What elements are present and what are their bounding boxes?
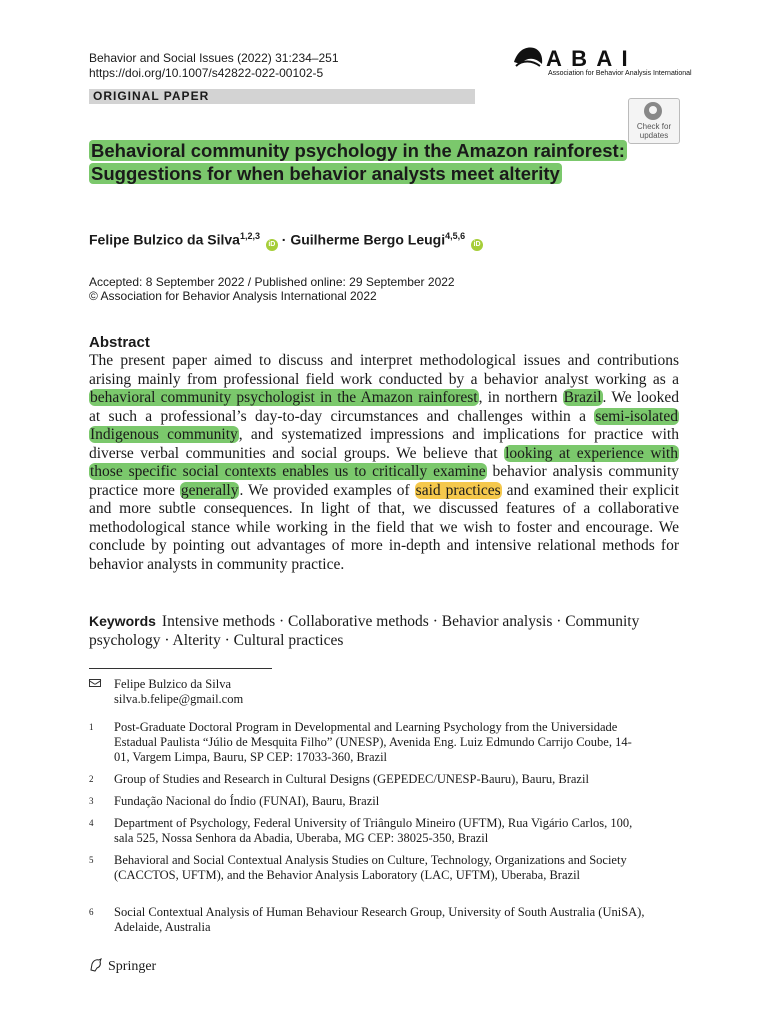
author-separator: · (281, 231, 287, 248)
section-label: ORIGINAL PAPER (89, 89, 475, 104)
affiliation-number: 6 (89, 907, 94, 917)
doi-link[interactable]: https://doi.org/10.1007/s42822-022-00102-5 (89, 66, 324, 80)
abai-logo-icon (512, 44, 544, 70)
abai-logo-subtitle: Association for Behavior Analysis International (548, 70, 692, 77)
footnote-divider (89, 668, 272, 669)
abstract-text-segment: , in northern (478, 389, 563, 406)
highlight-green: Brazil (563, 389, 602, 406)
keywords (89, 612, 679, 650)
affiliation-number: 5 (89, 855, 94, 865)
journal-citation (89, 51, 339, 81)
highlight-green: generally (180, 481, 239, 499)
abstract-text-segment: . We provided examples of (239, 481, 415, 499)
abstract-text (89, 352, 679, 574)
contact-email[interactable]: silva.b.felipe@gmail.com (114, 692, 244, 706)
contact-name: Felipe Bulzico da Silva (114, 677, 231, 691)
affiliation-item (89, 794, 679, 809)
check-for-updates-badge[interactable] (628, 98, 680, 144)
abstract-text-segment: , and systematized impressions and implications for practice with diverse verbal communities and social groups. We believe that (89, 426, 679, 462)
affiliation-item (89, 720, 679, 765)
paper-title (89, 139, 629, 185)
copyright-line: © Association for Behavior Analysis International 2022 (89, 289, 377, 303)
envelope-icon (89, 679, 101, 687)
dates-line: Accepted: 8 September 2022 / Published online: 29 September 2022 (89, 275, 455, 289)
keywords-list: Intensive methods · Collaborative methods · Behavior analysis · Community psychology · Alterity · Cultural practices (89, 613, 640, 649)
author-affiliation-refs: 4,5,6 (445, 231, 466, 241)
highlight-green: looking at experience with those specific social contexts enables us to critically examine (90, 444, 678, 480)
author-name[interactable]: Felipe Bulzico da Silva (89, 231, 240, 248)
springer-label: Springer (108, 959, 157, 974)
orcid-icon[interactable]: iD (266, 239, 278, 251)
orcid-icon[interactable]: iD (471, 239, 483, 251)
affiliation-item (89, 772, 679, 787)
check-updates-label: Check for updates (636, 122, 672, 140)
abai-logo-letters: A B A I (546, 46, 630, 71)
springer-footer (89, 958, 156, 975)
abstract-text-segment: . We looked at such a professional’s day-to-day circumstances and challenges within a (89, 389, 679, 425)
author-list (89, 231, 483, 251)
affiliation-number: 1 (89, 722, 94, 732)
publication-dates (89, 275, 455, 303)
highlight-green: behavioral community psychologist in the Amazon rainforest (90, 389, 478, 406)
abstract-heading: Abstract (89, 334, 150, 351)
abstract-text-segment: behavior analysis community practice more (89, 463, 679, 499)
affiliation-item (89, 905, 679, 935)
highlight-green: semi-isolated Indigenous community (90, 407, 678, 443)
affiliation-item (89, 853, 679, 883)
keywords-label: Keywords (89, 613, 156, 629)
springer-horse-icon (89, 958, 103, 972)
affiliation-item (89, 816, 679, 846)
affiliation-text: Fundação Nacional do Índio (FUNAI), Bauru, Brazil (114, 794, 380, 808)
affiliation-text: Department of Psychology, Federal University of Triângulo Mineiro (UFTM), Rua Vigário Carlos, 100, sala 525, Nossa Senhora da Abadia, Uberaba, MG CEP: 38025-350, Brazil (114, 816, 633, 845)
author-affiliation-refs: 1,2,3 (239, 231, 260, 241)
affiliation-text: Behavioral and Social Contextual Analysis Studies on Culture, Technology, Organizations and Society (CACCTOS, UFTM), and the Behavior Analysis Laboratory (LAC, UFTM), Uberaba, Brazil (114, 853, 627, 882)
corresponding-author (89, 677, 679, 707)
affiliation-text: Group of Studies and Research in Cultural Designs (GEPEDEC/UNESP-Bauru), Bauru, Brazil (114, 772, 589, 786)
affiliation-number: 3 (89, 796, 94, 806)
paper-title-text: Behavioral community psychology in the Amazon rainforest: Suggestions for when behavior analysts meet alterity (91, 140, 625, 184)
author-name[interactable]: Guilherme Bergo Leugi (290, 231, 446, 248)
highlight-yellow: said practices (415, 481, 501, 499)
abai-logo (512, 44, 692, 80)
affiliation-number: 4 (89, 818, 94, 828)
journal-line: Behavior and Social Issues (2022) 31:234–251 (89, 51, 339, 65)
abstract-text-segment: The present paper aimed to discuss and interpret methodological issues and contributions arising mainly from professional field work conducted by a behavior analyst working as a (89, 352, 679, 388)
abstract-text-segment: and examined their explicit and more subtle consequences. In light of that, we discussed features of a collaborative methodological stance while working in the field that we wish to foster and encourage. We conclude by pointing out advantages of more in-depth and intensive relational methods for behavior analysts in community practice. (89, 481, 680, 573)
affiliation-number: 2 (89, 774, 94, 784)
affiliation-text: Social Contextual Analysis of Human Behaviour Research Group, University of South Australia (UniSA), Adelaide, Australia (114, 905, 645, 934)
check-updates-icon (644, 102, 662, 120)
affiliation-text: Post-Graduate Doctoral Program in Developmental and Learning Psychology from the Universidade Estadual Paulista “Júlio de Mesquita Filho” (UNESP), Avenida Eng. Luiz Edmundo Carrijo Coube, 14-01, Vargem Limpa, Bauru, SP CEP: 17033-360, Brazil (114, 720, 632, 764)
